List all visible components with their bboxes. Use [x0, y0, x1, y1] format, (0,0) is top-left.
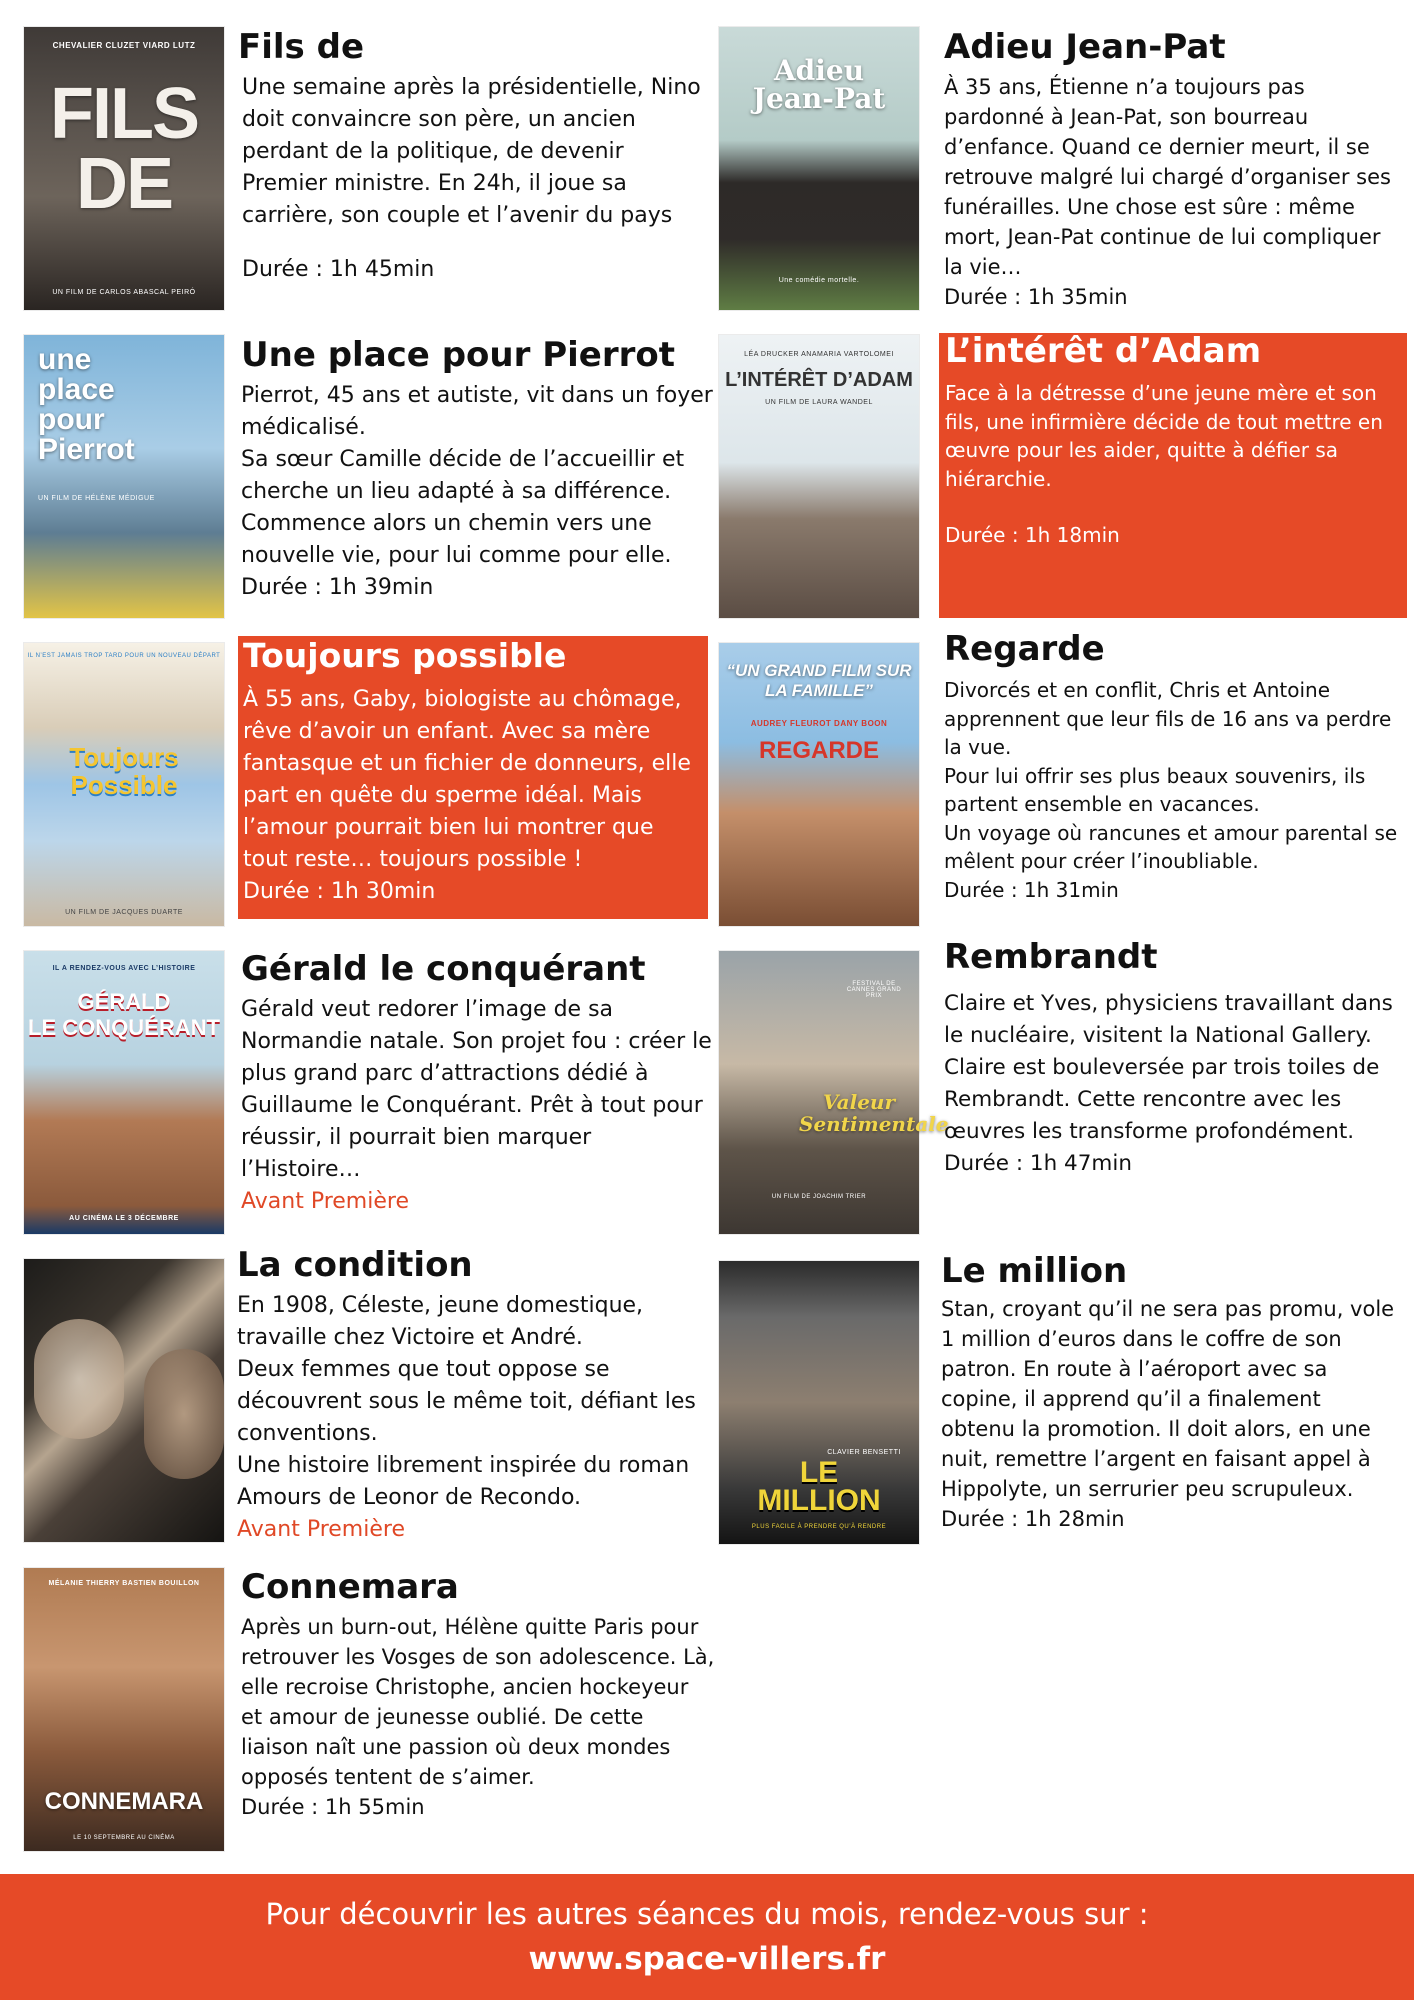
- film-note: Avant Première: [237, 1517, 405, 1542]
- film-synopsis: Une semaine après la présidentielle, Nino doit convaincre son père, un ancien perdant de la politique, de devenir Premier ministre. En 24h, il joue sa carrière, son couple et l’avenir du pays: [242, 75, 701, 228]
- film-synopsis: Face à la détresse d’une jeune mère et son fils, une infirmière décide de tout mettre en œuvre pour les aider, quitte à défier sa hiérarchie.: [945, 381, 1383, 491]
- poster-title: LE MILLION: [757, 1456, 881, 1517]
- film-title: Une place pour Pierrot: [241, 335, 675, 375]
- poster-credits: CHEVALIER CLUZET VIARD LUTZ: [52, 41, 196, 50]
- poster-title: GÉRALD LE CONQUÉRANT: [28, 989, 220, 1040]
- poster-tagline: IL N’EST JAMAIS TROP TARD POUR UN NOUVEAU DÉPART: [27, 653, 221, 659]
- film-duration: Durée : 1h 35min: [944, 285, 1128, 309]
- film-interet-d-adam: [939, 333, 1407, 618]
- poster-image: [34, 1319, 124, 1439]
- film-gerald-le-conquerant: [241, 948, 716, 1218]
- poster-credits: CLAVIER BENSETTI: [827, 1449, 901, 1456]
- poster-adieu-jean-pat: [719, 27, 919, 310]
- poster-le-million: [719, 1261, 919, 1544]
- poster-release: LE 10 SEPTEMBRE AU CINÉMA: [73, 1835, 175, 1841]
- film-synopsis: En 1908, Céleste, jeune domestique, travaille chez Victoire et André. Deux femmes que tout oppose se découvrent sous le même toit, défiant les conventions. Une histoire librement inspirée du roman Amours de Leonor de Recondo.: [237, 1293, 696, 1510]
- poster-title: CONNEMARA: [44, 1788, 204, 1815]
- film-adieu-jean-pat: [944, 26, 1394, 312]
- film-le-million: [941, 1250, 1399, 1534]
- poster-tagline: PLUS FACILE À PRENDRE QU’À RENDRE: [751, 1524, 887, 1530]
- poster-festival: FESTIVAL DE CANNES GRAND PRIX: [846, 981, 902, 999]
- website-link[interactable]: www.space-villers.fr: [528, 1941, 886, 1977]
- poster-credits: MÉLANIE THIERRY BASTIEN BOUILLON: [48, 1580, 200, 1587]
- poster-director: UN FILM DE LAURA WANDEL: [765, 399, 873, 406]
- film-title: La condition: [237, 1245, 473, 1285]
- poster-tagline: “UN GRAND FILM SUR LA FAMILLE”: [726, 661, 912, 700]
- film-title: Regarde: [944, 629, 1105, 669]
- poster-title: Adieu Jean-Pat: [752, 54, 886, 115]
- poster-director: UN FILM DE CARLOS ABASCAL PEIRÓ: [52, 289, 196, 296]
- footer-text: Pour découvrir les autres séances du mois, rendez-vous sur :: [265, 1897, 1149, 1931]
- film-note: Avant Première: [241, 1189, 409, 1214]
- film-regarde: [944, 628, 1402, 904]
- film-synopsis: Divorcés et en conflit, Chris et Antoine apprennent que leur fils de 16 ans va perdre la vue. Pour lui offrir ses plus beaux souvenirs, ils partent ensemble en vacances. Un voyage où rancunes et amour parental se mêlent pour créer l’inoubliable.: [944, 678, 1398, 873]
- film-duration: Durée : 1h 18min: [945, 523, 1120, 547]
- film-synopsis: Après un burn-out, Hélène quitte Paris pour retrouver les Vosges de son adolescence. Là, elle recroise Christophe, ancien hockeyeur et amour de jeunesse oublié. De cette liaison naît une passion où deux mondes opposés tentent de s’aimer.: [241, 1615, 715, 1789]
- film-synopsis: À 35 ans, Étienne n’a toujours pas pardonné à Jean-Pat, son bourreau d’enfance. Quand ce dernier meurt, il se retrouve malgré lui chargé d’organiser ses funérailles. Une chose est sûre : même mort, Jean-Pat continue de lui compliquer la vie…: [944, 75, 1391, 279]
- poster-toujours-possible: [24, 643, 224, 926]
- poster-une-place-pour-pierrot: [24, 335, 224, 618]
- poster-title: une place pour Pierrot: [38, 343, 135, 466]
- poster-image: [144, 1349, 224, 1479]
- poster-interet-d-adam: [719, 335, 919, 618]
- poster-credits: AUDREY FLEUROT DANY BOON: [750, 719, 888, 728]
- film-synopsis: Claire et Yves, physiciens travaillant dans le nucléaire, visitent la National Gallery. Claire est bouleversée par trois toiles de Rembrandt. Cette rencontre avec les œuvres les transforme profondément.: [944, 991, 1393, 1144]
- film-title: Toujours possible: [243, 636, 567, 675]
- footer-banner: [0, 1874, 1414, 2000]
- film-la-condition: [237, 1244, 715, 1546]
- poster-la-condition: [24, 1259, 224, 1542]
- poster-director: UN FILM DE HÉLÈNE MÉDIGUE: [38, 495, 155, 502]
- film-synopsis: À 55 ans, Gaby, biologiste au chômage, rêve d’avoir un enfant. Avec sa mère fantasque et un fichier de donneurs, elle part en quête du sperme idéal. Mais l’amour pourrait bien lui montrer que tout reste… toujours possible !: [243, 687, 691, 872]
- poster-connemara: [24, 1568, 224, 1851]
- film-duration: Durée : 1h 47min: [944, 1151, 1132, 1176]
- film-synopsis: Gérald veut redorer l’image de sa Normandie natale. Son projet fou : créer le plus grand parc d’attractions dédié à Guillaume le Conquérant. Prêt à tout pour réussir, il pourrait bien marquer l’Histoire…: [241, 997, 712, 1182]
- poster-title: L’INTÉRÊT D’ADAM: [725, 369, 913, 391]
- film-title: Fils de: [238, 27, 365, 67]
- film-duration: Durée : 1h 55min: [241, 1795, 425, 1819]
- film-synopsis: Pierrot, 45 ans et autiste, vit dans un foyer médicalisé. Sa sœur Camille décide de l’accueillir et cherche un lieu adapté à sa différence. Commence alors un chemin vers une nouvelle vie, pour lui comme pour elle.: [241, 383, 713, 568]
- poster-title: FILS DE: [50, 74, 198, 224]
- film-title: Connemara: [241, 1567, 459, 1607]
- film-title: Adieu Jean-Pat: [944, 27, 1226, 67]
- poster-gerald-le-conquerant: [24, 951, 224, 1234]
- film-une-place-pour-pierrot: [241, 334, 716, 604]
- poster-rembrandt: [719, 951, 949, 1234]
- poster-tagline: IL A RENDEZ-VOUS AVEC L’HISTOIRE: [52, 965, 196, 972]
- poster-fils-de: [24, 27, 224, 310]
- film-title: Rembrandt: [944, 937, 1158, 977]
- poster-director: UN FILM DE JOACHIM TRIER: [771, 1194, 867, 1200]
- film-connemara: [241, 1566, 716, 1822]
- poster-title: REGARDE: [758, 737, 879, 764]
- film-title: Le million: [941, 1251, 1128, 1291]
- film-fils-de: [238, 26, 708, 286]
- film-rembrandt: [944, 936, 1394, 1180]
- poster-release: AU CINÉMA LE 3 DÉCEMBRE: [69, 1215, 179, 1222]
- poster-director: UN FILM DE JACQUES DUARTE: [65, 909, 183, 916]
- poster-title: Toujours Possible: [69, 742, 179, 800]
- film-duration: Durée : 1h 45min: [242, 257, 435, 282]
- film-duration: Durée : 1h 39min: [241, 575, 434, 600]
- film-toujours-possible: [238, 636, 708, 919]
- film-synopsis: Stan, croyant qu’il ne sera pas promu, vole 1 million d’euros dans le coffre de son patron. En route à l’aéroport avec sa copine, il apprend qu’il a finalement obtenu la promotion. Il doit alors, en une nuit, remettre l’argent en faisant appel à Hippolyte, un serrurier peu scrupuleux.: [941, 1297, 1395, 1501]
- film-duration: Durée : 1h 28min: [941, 1507, 1125, 1531]
- film-title: L’intérêt d’Adam: [945, 331, 1262, 371]
- poster-title: Valeur Sentimentale: [799, 1090, 949, 1136]
- film-title: Gérald le conquérant: [241, 949, 646, 989]
- poster-credits: LÉA DRUCKER ANAMARIA VARTOLOMEI: [744, 351, 894, 358]
- film-duration: Durée : 1h 30min: [243, 879, 436, 904]
- poster-tagline: Une comédie mortelle.: [778, 277, 860, 284]
- poster-regarde: [719, 643, 919, 926]
- film-duration: Durée : 1h 31min: [944, 877, 1119, 902]
